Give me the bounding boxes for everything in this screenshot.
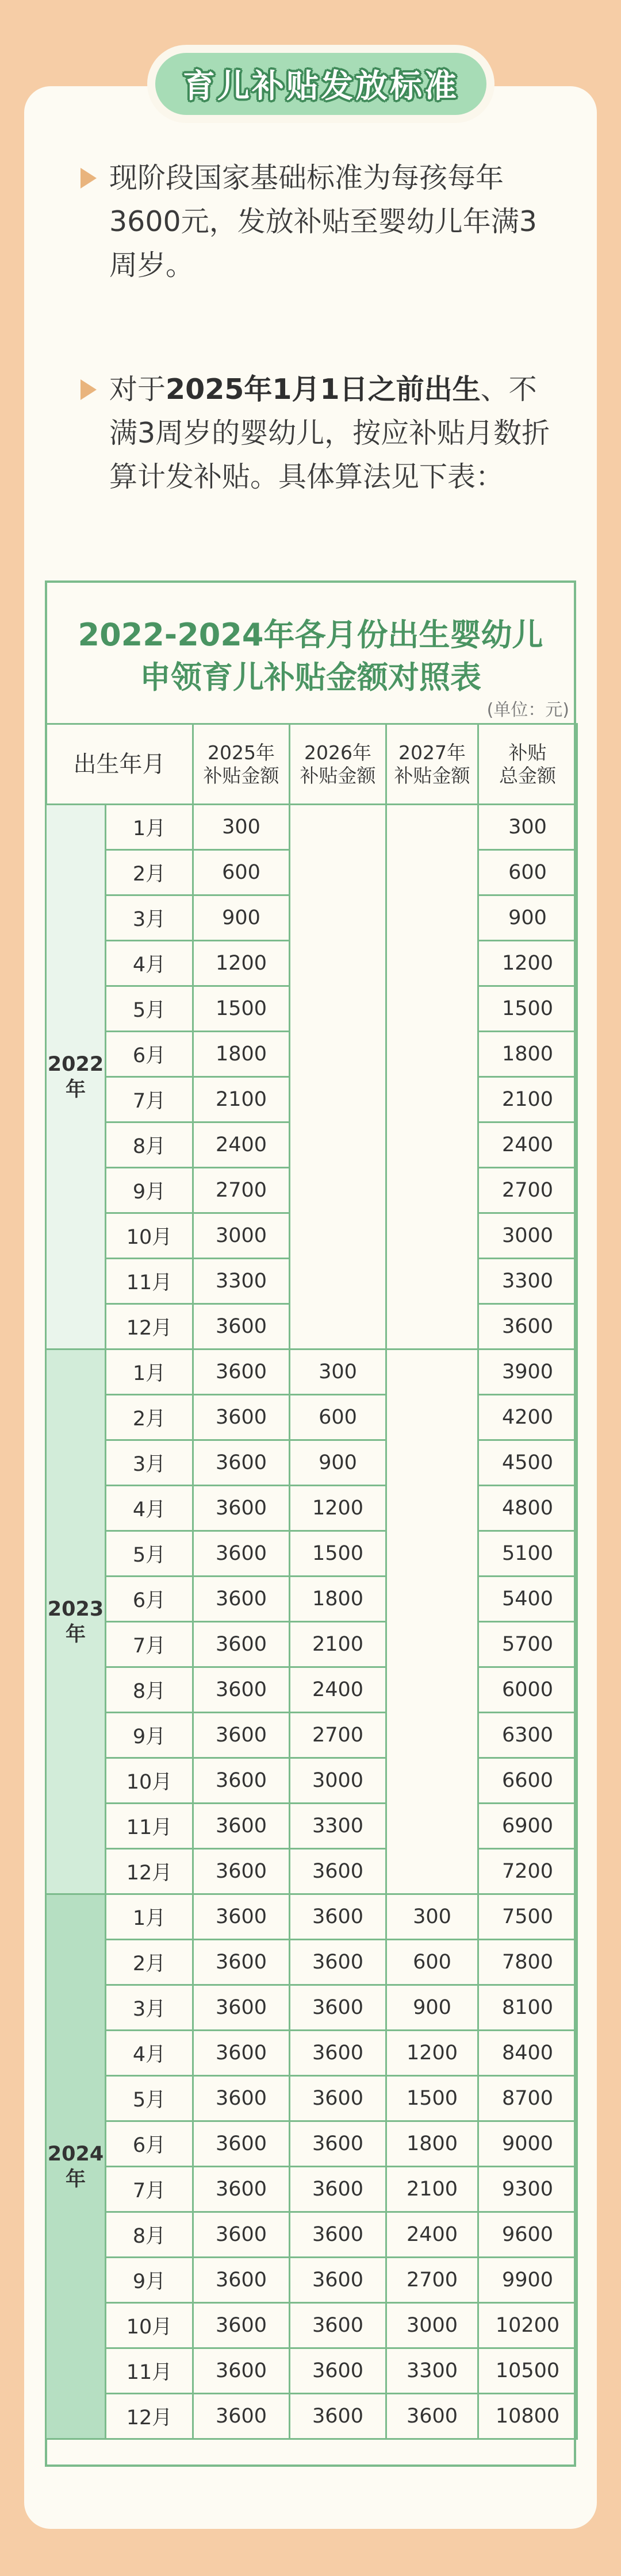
- month-cell: 9月: [106, 2258, 193, 2303]
- amount-2025-cell: 3600: [193, 1349, 290, 1395]
- total-amount-cell: 9300: [478, 2167, 577, 2212]
- amount-2026-cell: 3600: [290, 2348, 386, 2394]
- total-amount-cell: 8400: [478, 2031, 577, 2076]
- month-cell: 10月: [106, 1213, 193, 1259]
- table-row: [46, 1804, 577, 1849]
- month-cell: 10月: [106, 2303, 193, 2348]
- month-cell: 10月: [106, 1758, 193, 1804]
- month-cell: 7月: [106, 2167, 193, 2212]
- header-2026-line1: 2026年: [304, 741, 371, 764]
- amount-2026-cell: 3600: [290, 2076, 386, 2121]
- amount-2026-cell: 2700: [290, 1713, 386, 1758]
- total-amount-cell: 2100: [478, 1077, 577, 1122]
- month-cell: 5月: [106, 1531, 193, 1577]
- table-title-line-2: 申领育儿补贴金额对照表: [140, 659, 481, 695]
- total-amount-cell: 9000: [478, 2121, 577, 2167]
- month-cell: 12月: [106, 1849, 193, 1894]
- amount-2027-cell: 1200: [386, 2031, 478, 2076]
- total-amount-cell: 6900: [478, 1804, 577, 1849]
- amount-2025-cell: 300: [193, 805, 290, 850]
- amount-2025-cell: 1500: [193, 986, 290, 1032]
- year-cell-2024: [46, 1894, 106, 2439]
- amount-2025-cell: 3600: [193, 2212, 290, 2258]
- amount-2025-cell: 3300: [193, 1259, 290, 1304]
- table-row: [46, 1985, 577, 2031]
- header-2026-line2: 补贴金额: [300, 764, 376, 787]
- table-row: [46, 2303, 577, 2348]
- total-amount-cell: 5100: [478, 1531, 577, 1577]
- amount-2025-cell: 3600: [193, 1531, 290, 1577]
- amount-2026-cell: 3600: [290, 2121, 386, 2167]
- total-amount-cell: 900: [478, 895, 577, 941]
- month-cell: 8月: [106, 1122, 193, 1168]
- amount-2026-cell: 1200: [290, 1486, 386, 1531]
- total-amount-cell: 10200: [478, 2303, 577, 2348]
- table-row: [46, 1622, 577, 1667]
- amount-2026-cell: 3600: [290, 1894, 386, 1940]
- amount-2025-cell: 3600: [193, 1304, 290, 1349]
- amount-2026-cell: 2400: [290, 1667, 386, 1713]
- header-2027-amount: [386, 724, 478, 805]
- table-row: [46, 2212, 577, 2258]
- month-cell: 5月: [106, 986, 193, 1032]
- month-cell: 11月: [106, 2348, 193, 2394]
- table-row: [46, 2076, 577, 2121]
- bullet-paragraph-1: 现阶段国家基础标准为每孩每年3600元，发放补贴至婴幼儿年满3周岁。: [109, 162, 537, 282]
- amount-2026-cell: 3600: [290, 2303, 386, 2348]
- month-cell: 2月: [106, 1940, 193, 1985]
- total-amount-cell: 2400: [478, 1122, 577, 1168]
- amount-2025-cell: 3600: [193, 1486, 290, 1531]
- total-amount-cell: 5700: [478, 1622, 577, 1667]
- header-total-line2: 总金额: [499, 764, 556, 787]
- total-amount-cell: 600: [478, 850, 577, 895]
- month-cell: 9月: [106, 1168, 193, 1213]
- total-amount-cell: 3900: [478, 1349, 577, 1395]
- header-2027-line1: 2027年: [398, 741, 466, 764]
- section-title: 育儿补贴发放标准: [183, 68, 459, 105]
- table-header-row: [46, 724, 577, 805]
- amount-2027-cell: 3000: [386, 2303, 478, 2348]
- total-amount-cell: 4200: [478, 1395, 577, 1440]
- amount-2026-cell: 1500: [290, 1531, 386, 1577]
- subsidy-table-container: [45, 580, 576, 2467]
- month-cell: 3月: [106, 895, 193, 941]
- month-cell: 12月: [106, 1304, 193, 1349]
- total-amount-cell: 1800: [478, 1032, 577, 1077]
- bullet-2-post: 、不满3周岁的婴幼儿，按应补贴月数折算计发补贴。具体算法见下表：: [109, 373, 550, 493]
- amount-2025-cell: 2700: [193, 1168, 290, 1213]
- amount-2025-cell: 3600: [193, 1985, 290, 2031]
- amount-2025-cell: 3600: [193, 1894, 290, 1940]
- total-amount-cell: 2700: [478, 1168, 577, 1213]
- amount-2026-cell: 3600: [290, 2258, 386, 2303]
- amount-2026-cell: 900: [290, 1440, 386, 1486]
- month-cell: 1月: [106, 1349, 193, 1395]
- amount-2025-cell: 3600: [193, 1395, 290, 1440]
- total-amount-cell: 10500: [478, 2348, 577, 2394]
- total-amount-cell: 7500: [478, 1894, 577, 1940]
- amount-2027-cell: 300: [386, 1894, 478, 1940]
- table-row: [46, 1531, 577, 1577]
- amount-2025-cell: 900: [193, 895, 290, 941]
- amount-2026-cell: 3600: [290, 2394, 386, 2439]
- header-2025-line1: 2025年: [208, 741, 275, 764]
- amount-2026-cell: 3600: [290, 2212, 386, 2258]
- amount-2027-cell: 2100: [386, 2167, 478, 2212]
- amount-2025-cell: 3600: [193, 1667, 290, 1713]
- amount-2025-cell: 3600: [193, 1758, 290, 1804]
- amount-2025-cell: 2100: [193, 1077, 290, 1122]
- header-total-line1: 补贴: [508, 741, 547, 764]
- amount-2025-cell: 3600: [193, 2303, 290, 2348]
- header-2026-amount: [290, 724, 386, 805]
- total-amount-cell: 1500: [478, 986, 577, 1032]
- amount-2026-cell: 3600: [290, 1985, 386, 2031]
- amount-2025-cell: 3600: [193, 1622, 290, 1667]
- amount-2025-cell: 3600: [193, 2258, 290, 2303]
- month-cell: 7月: [106, 1077, 193, 1122]
- total-amount-cell: 10800: [478, 2394, 577, 2439]
- month-cell: 5月: [106, 2076, 193, 2121]
- year-cell-2023: [46, 1349, 106, 1894]
- empty-cell: [386, 1349, 478, 1894]
- total-amount-cell: 9600: [478, 2212, 577, 2258]
- table-row: [46, 2121, 577, 2167]
- table-row: [46, 1486, 577, 1531]
- month-cell: 4月: [106, 941, 193, 986]
- table-row: [46, 2348, 577, 2394]
- amount-2027-cell: 600: [386, 1940, 478, 1985]
- section-title-badge-inner: [155, 53, 486, 115]
- amount-2025-cell: 3600: [193, 2031, 290, 2076]
- month-cell: 3月: [106, 1440, 193, 1486]
- header-birth-month: 出生年月: [46, 724, 193, 805]
- total-amount-cell: 8100: [478, 1985, 577, 2031]
- month-cell: 2月: [106, 1395, 193, 1440]
- month-cell: 1月: [106, 1894, 193, 1940]
- amount-2025-cell: 3600: [193, 2121, 290, 2167]
- table-row: [46, 1440, 577, 1486]
- amount-2025-cell: 600: [193, 850, 290, 895]
- bullet-triangle-icon: [80, 168, 108, 189]
- month-cell: 8月: [106, 2212, 193, 2258]
- amount-2026-cell: 2100: [290, 1622, 386, 1667]
- amount-2025-cell: 3600: [193, 1940, 290, 1985]
- year-label: 2023: [47, 1597, 104, 1621]
- amount-2027-cell: 1500: [386, 2076, 478, 2121]
- amount-2025-cell: 3000: [193, 1213, 290, 1259]
- amount-2026-cell: 3300: [290, 1804, 386, 1849]
- month-cell: 11月: [106, 1259, 193, 1304]
- total-amount-cell: 6300: [478, 1713, 577, 1758]
- amount-2027-cell: 900: [386, 1985, 478, 2031]
- table-title: [47, 614, 574, 699]
- amount-2026-cell: 3600: [290, 1940, 386, 1985]
- total-amount-cell: 300: [478, 805, 577, 850]
- amount-2027-cell: 2400: [386, 2212, 478, 2258]
- header-total-amount: [478, 724, 577, 805]
- total-amount-cell: 6600: [478, 1758, 577, 1804]
- total-amount-cell: 3300: [478, 1259, 577, 1304]
- year-suffix: 年: [65, 1078, 86, 1101]
- total-amount-cell: 8700: [478, 2076, 577, 2121]
- amount-2027-cell: 3600: [386, 2394, 478, 2439]
- amount-2025-cell: 3600: [193, 1804, 290, 1849]
- amount-2026-cell: 300: [290, 1349, 386, 1395]
- table-row: [46, 1349, 577, 1395]
- total-amount-cell: 7200: [478, 1849, 577, 1894]
- amount-2026-cell: 3600: [290, 1849, 386, 1894]
- year-cell-2022: [46, 805, 106, 1349]
- table-row: [46, 1758, 577, 1804]
- month-cell: 8月: [106, 1667, 193, 1713]
- empty-cell: [386, 805, 478, 1349]
- year-label: 2024: [47, 2142, 104, 2166]
- amount-2025-cell: 1800: [193, 1032, 290, 1077]
- month-cell: 6月: [106, 1577, 193, 1622]
- total-amount-cell: 3600: [478, 1304, 577, 1349]
- section-title-badge: [147, 45, 494, 123]
- table-row: [46, 1849, 577, 1894]
- table-row: [46, 2167, 577, 2212]
- month-cell: 4月: [106, 1486, 193, 1531]
- year-suffix: 年: [65, 2167, 86, 2191]
- amount-2027-cell: 1800: [386, 2121, 478, 2167]
- total-amount-cell: 9900: [478, 2258, 577, 2303]
- header-2025-amount: [193, 724, 290, 805]
- table-row: [46, 2394, 577, 2439]
- month-cell: 6月: [106, 1032, 193, 1077]
- amount-2025-cell: 2400: [193, 1122, 290, 1168]
- bullet-triangle-icon: [80, 379, 108, 400]
- table-row: [46, 1395, 577, 1440]
- total-amount-cell: 5400: [478, 1577, 577, 1622]
- amount-2025-cell: 1200: [193, 941, 290, 986]
- table-row: [46, 1577, 577, 1622]
- header-2027-line2: 补贴金额: [394, 764, 470, 787]
- total-amount-cell: 4500: [478, 1440, 577, 1486]
- table-row: [46, 1940, 577, 1985]
- amount-2027-cell: 3300: [386, 2348, 478, 2394]
- amount-2026-cell: 600: [290, 1395, 386, 1440]
- amount-2025-cell: 3600: [193, 1577, 290, 1622]
- amount-2025-cell: 3600: [193, 1713, 290, 1758]
- amount-2025-cell: 3600: [193, 2348, 290, 2394]
- table-unit-note: (单位：元): [486, 700, 569, 720]
- table-row: [46, 1667, 577, 1713]
- amount-2025-cell: 3600: [193, 1440, 290, 1486]
- table-row: [46, 2258, 577, 2303]
- amount-2026-cell: 3600: [290, 2031, 386, 2076]
- total-amount-cell: 6000: [478, 1667, 577, 1713]
- table-row: [46, 805, 577, 850]
- amount-2025-cell: 3600: [193, 2076, 290, 2121]
- total-amount-cell: 3000: [478, 1213, 577, 1259]
- amount-2025-cell: 3600: [193, 1849, 290, 1894]
- month-cell: 9月: [106, 1713, 193, 1758]
- empty-cell: [290, 805, 386, 1349]
- month-cell: 11月: [106, 1804, 193, 1849]
- amount-2025-cell: 3600: [193, 2167, 290, 2212]
- amount-2026-cell: 1800: [290, 1577, 386, 1622]
- bullet-2-pre: 对于: [109, 373, 166, 406]
- month-cell: 6月: [106, 2121, 193, 2167]
- total-amount-cell: 1200: [478, 941, 577, 986]
- table-title-line-1: 2022-2024年各月份出生婴幼儿: [78, 617, 543, 653]
- amount-2025-cell: 3600: [193, 2394, 290, 2439]
- total-amount-cell: 7800: [478, 1940, 577, 1985]
- amount-2026-cell: 3000: [290, 1758, 386, 1804]
- subsidy-table: [45, 723, 578, 2440]
- bullet-paragraph-2: [109, 368, 558, 499]
- bullet-2-bold: 2025年1月1日之前出生: [166, 373, 481, 406]
- header-2025-line2: 补贴金额: [203, 764, 279, 787]
- year-suffix: 年: [65, 1623, 86, 1646]
- month-cell: 12月: [106, 2394, 193, 2439]
- amount-2026-cell: 3600: [290, 2167, 386, 2212]
- month-cell: 2月: [106, 850, 193, 895]
- table-row: [46, 1894, 577, 1940]
- table-row: [46, 1713, 577, 1758]
- month-cell: 4月: [106, 2031, 193, 2076]
- amount-2027-cell: 2700: [386, 2258, 478, 2303]
- month-cell: 3月: [106, 1985, 193, 2031]
- month-cell: 7月: [106, 1622, 193, 1667]
- year-label: 2022: [47, 1052, 104, 1076]
- month-cell: 1月: [106, 805, 193, 850]
- table-row: [46, 2031, 577, 2076]
- total-amount-cell: 4800: [478, 1486, 577, 1531]
